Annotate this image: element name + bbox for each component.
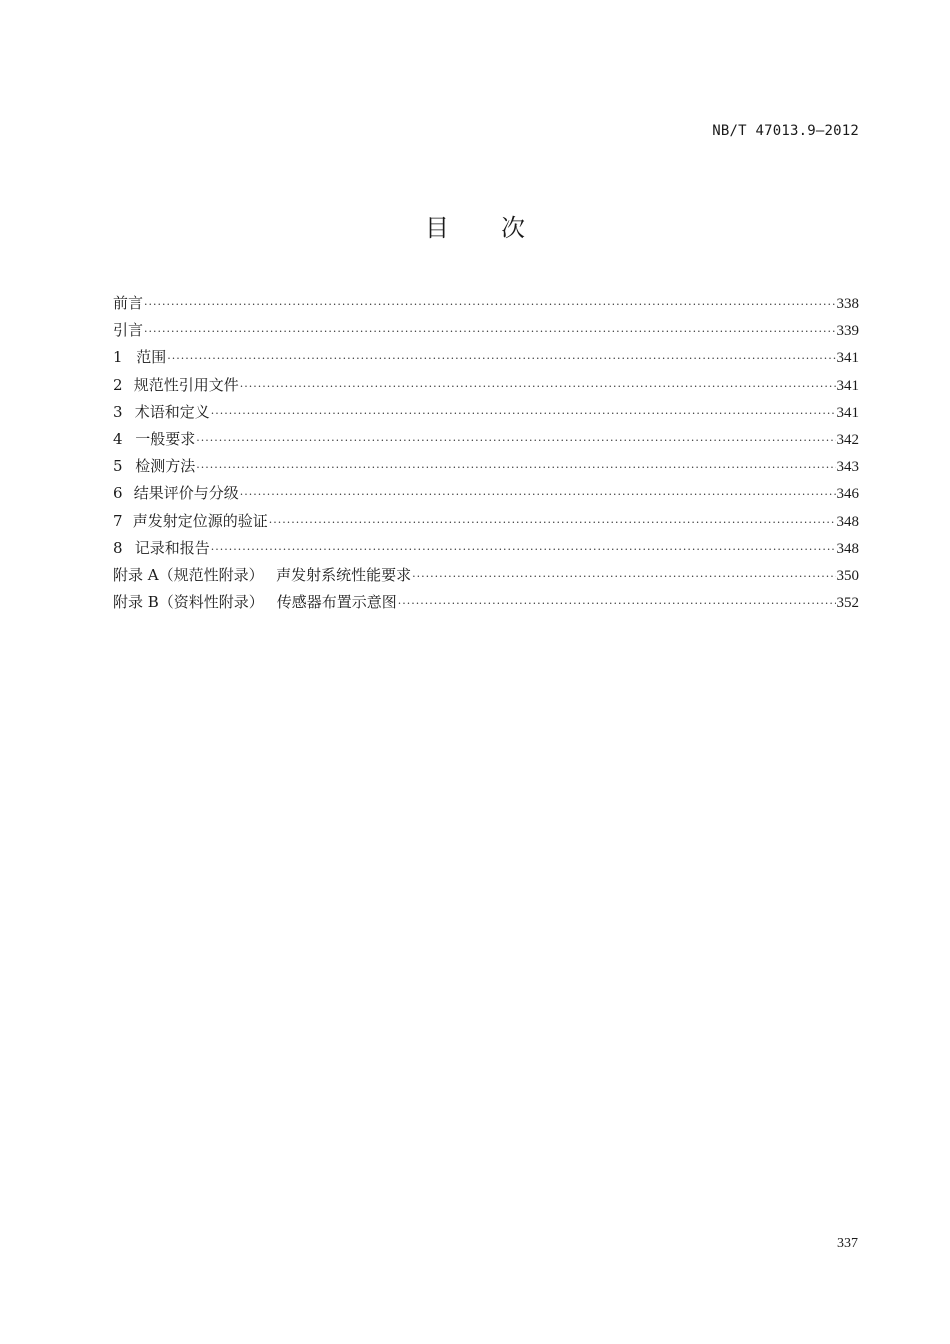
toc-leader-dots [240, 481, 836, 508]
toc-entry-page: 339 [836, 323, 859, 340]
toc-entry-8[interactable] [113, 535, 859, 562]
toc-entry-page: 343 [836, 459, 859, 476]
toc-annex-prefix: 附录 B（资料性附录） [113, 593, 264, 612]
toc-entry-page: 346 [836, 486, 859, 503]
toc-entry-number: 3 [113, 402, 123, 421]
toc-entry-4[interactable] [113, 426, 859, 453]
toc-entry-page: 341 [836, 350, 859, 367]
toc-leader-dots [144, 318, 835, 345]
toc-entry-number: 7 [113, 511, 123, 530]
toc-entry-label: 声发射定位源的验证 [132, 511, 268, 530]
toc-entry-page: 348 [836, 540, 859, 557]
toc-leader-dots [240, 373, 836, 400]
toc-leader-dots [211, 536, 836, 563]
toc-entry-label: 一般要求 [135, 429, 196, 448]
toc-entry-label: 引言 [113, 321, 144, 340]
toc-leader-dots [196, 454, 835, 481]
toc-entry-annex-b[interactable] [113, 589, 859, 616]
toc-leader-dots [211, 400, 836, 427]
toc-entry-label: 前言 [113, 294, 144, 312]
toc-entry-6[interactable] [113, 480, 859, 507]
toc-entry-number: 2 [113, 375, 123, 394]
toc-entry-page: 342 [836, 431, 859, 448]
toc-entry-label: 记录和报告 [134, 538, 210, 557]
toc-entry-3[interactable] [113, 399, 859, 426]
page-title [0, 208, 950, 243]
toc-entry-5[interactable] [113, 453, 859, 480]
toc-entry-introduction[interactable] [113, 317, 859, 344]
toc-entry-page: 341 [836, 404, 859, 421]
toc-leader-dots [144, 291, 835, 318]
toc-entry-label: 检测方法 [135, 457, 196, 476]
toc-entry-label: 声发射系统性能要求 [276, 565, 412, 584]
toc-entry-page: 341 [836, 377, 859, 394]
title-char-1: 目 [425, 214, 449, 242]
toc-entry-label: 术语和定义 [134, 402, 210, 421]
toc-entry-label: 范围 [136, 348, 167, 367]
toc-entry-annex-a[interactable] [113, 562, 859, 589]
toc-entry-page: 338 [836, 296, 859, 312]
toc-annex-prefix: 附录 A（规范性附录） [113, 565, 264, 584]
page-number: 337 [837, 1236, 858, 1251]
toc-entry-2[interactable] [113, 372, 859, 399]
toc-leader-dots [412, 563, 835, 590]
table-of-contents [113, 290, 859, 616]
document-header-code: NB/T 47013.9—2012 [712, 123, 859, 139]
toc-entry-label: 结果评价与分级 [133, 484, 239, 503]
toc-entry-label: 规范性引用文件 [133, 375, 239, 394]
toc-entry-page: 350 [836, 567, 859, 584]
toc-entry-foreword[interactable] [113, 290, 859, 317]
toc-entry-7[interactable] [113, 508, 859, 535]
toc-entry-page: 348 [836, 513, 859, 530]
toc-leader-dots [167, 345, 835, 372]
title-char-2: 次 [501, 214, 525, 242]
toc-leader-dots [398, 590, 836, 617]
toc-entry-page: 352 [836, 595, 859, 612]
toc-entry-1[interactable] [113, 344, 859, 371]
toc-entry-label: 传感器布置示意图 [276, 593, 397, 612]
toc-entry-number: 1 [113, 348, 123, 367]
toc-entry-number: 5 [113, 457, 123, 476]
toc-leader-dots [269, 509, 836, 536]
toc-leader-dots [196, 427, 835, 454]
toc-entry-number: 8 [113, 538, 123, 557]
toc-entry-number: 6 [113, 484, 123, 503]
toc-entry-number: 4 [113, 429, 123, 448]
